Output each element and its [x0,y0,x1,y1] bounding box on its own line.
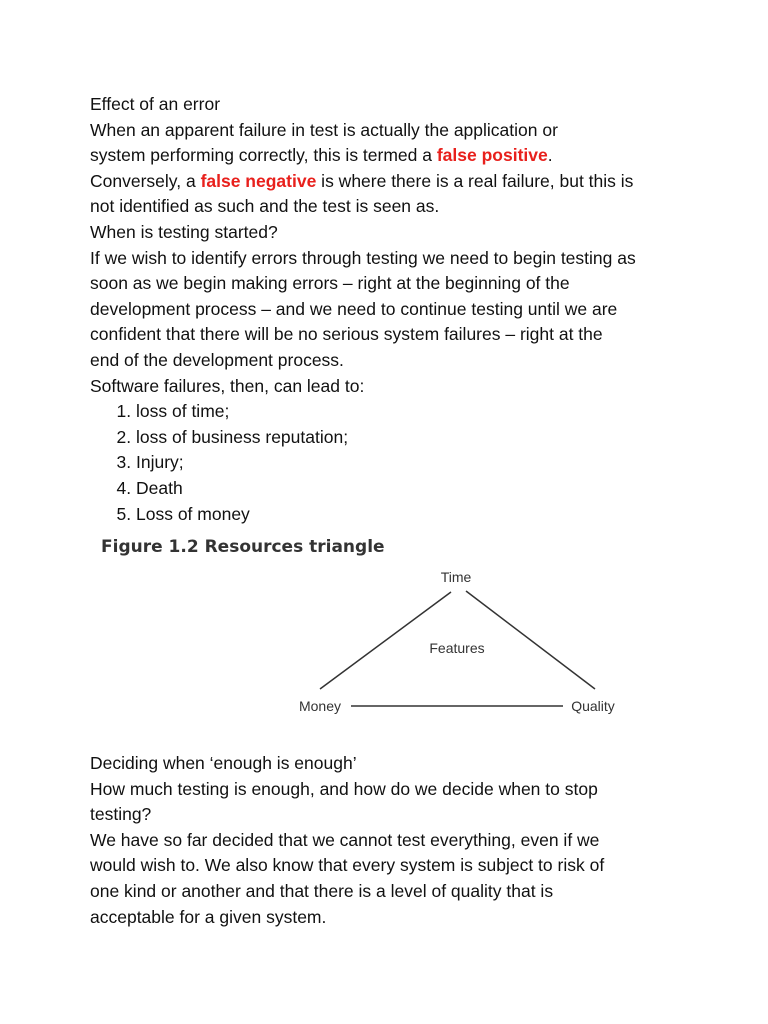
triangle-label-time: Time [440,569,472,585]
paragraph-line: soon as we begin making errors – right at the beginning of the [90,273,570,294]
paragraph-line [90,143,690,169]
text-span: is where there is a real failure, but this is [316,170,634,191]
document-body [90,92,690,527]
list-item: 1. loss of time; [136,399,690,425]
paragraph-line [90,169,690,195]
triangle-label-money: Money [298,698,342,714]
section-heading-testing-started: When is testing started? [90,221,278,242]
document-body-continued [90,751,690,930]
list-item: 4. Death [136,476,690,502]
list-item: 5. Loss of money [136,502,690,528]
paragraph-line: If we wish to identify errors through testing we need to begin testing as [90,247,636,268]
paragraph-line: When an apparent failure in test is actually the application or [90,119,558,140]
false-positive-term: false positive [436,145,548,166]
paragraph-line: end of the development process. [90,349,344,370]
figure-title: Figure 1.2 Resources triangle [101,537,385,557]
paragraph-line: acceptable for a given system. [90,906,327,927]
paragraph-line: development process – and we need to continue testing until we are [90,298,618,319]
list-item: 2. loss of business reputation; [136,425,690,451]
text-span: Conversely, a [90,170,201,191]
triangle-edge-right [466,591,595,689]
triangle-label-quality: Quality [571,698,615,714]
paragraph-line: one kind or another and that there is a level of quality that is [90,880,554,901]
false-negative-term: false negative [200,170,317,191]
section-heading-effect: Effect of an error [90,94,221,114]
text-span: . [547,145,553,166]
paragraph-line: would wish to. We also know that every system is subject to risk of [90,855,605,876]
list-intro: Software failures, then, can lead to: [90,375,365,396]
paragraph-line: confident that there will be no serious system failures – right at the [90,324,603,345]
failure-consequences-list [90,399,690,527]
triangle-label-features: Features [429,640,485,656]
paragraph-line: testing? [90,804,152,825]
list-item: 3. Injury; [136,450,690,476]
paragraph-line: How much testing is enough, and how do we decide when to stop [90,778,598,799]
section-heading-enough: Deciding when ‘enough is enough’ [90,753,357,773]
resources-triangle-diagram [285,562,635,722]
paragraph-line: not identified as such and the test is seen as. [90,196,440,217]
paragraph-line: We have so far decided that we cannot test everything, even if we [90,829,600,850]
text-span: system performing correctly, this is termed a [90,145,437,166]
